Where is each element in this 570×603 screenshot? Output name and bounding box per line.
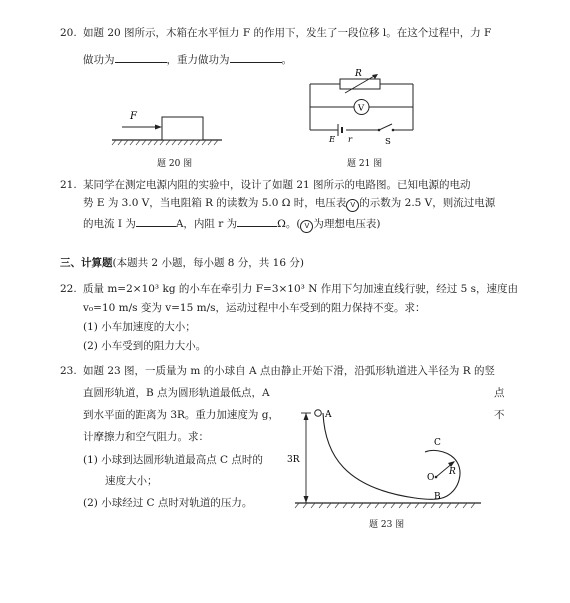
q20-number: 20. <box>60 27 77 39</box>
q23-label-C: C <box>434 438 441 448</box>
q21-label-S: S <box>385 137 391 147</box>
q23-text-line2a: 直圆形轨道，B 点为圆形轨道最低点，A <box>83 387 270 399</box>
q21-text-3c: Ω。( <box>277 218 301 230</box>
q23-label-A: A <box>325 410 332 420</box>
q20-text-2c: 。 <box>281 54 292 66</box>
section-3-title: 三、计算题 <box>60 257 113 269</box>
q21-text-line3 <box>83 215 381 233</box>
q23-track-curve <box>323 413 460 499</box>
q23-track-figure <box>285 400 485 515</box>
q22-text-line1: 质量 m=2×10³ kg 的小车在牵引力 F=3×10³ N 作用下匀加速直线行驶，经过 5 s，速度由 <box>83 283 518 295</box>
q23-sub1a: (1) 小球到达圆形轨道最高点 C 点时的 <box>83 454 263 466</box>
q23-number: 23. <box>60 365 77 377</box>
q20-caption: 题 20 图 <box>157 159 193 169</box>
section-3-heading <box>60 256 304 270</box>
q23-sub1b: 速度大小； <box>105 475 158 487</box>
q20-wooden-box <box>162 117 203 140</box>
q21-blank-current[interactable] <box>136 215 176 227</box>
q20-figure <box>110 105 225 150</box>
q23-label-3R: 3R <box>287 455 300 465</box>
q21-caption: 题 21 图 <box>347 159 383 169</box>
q23-text-line4: 计摩擦力和空气阻力。求： <box>83 431 209 443</box>
q23-ground-hatch <box>295 503 475 508</box>
q21-label-R: R <box>355 69 362 79</box>
q21-text-line2 <box>83 196 495 212</box>
q23-label-R: R <box>449 467 456 477</box>
q23-caption: 题 23 图 <box>369 520 405 530</box>
q22-number: 22. <box>60 283 77 295</box>
q22-sub2: (2) 小车受到的阻力大小。 <box>83 340 207 352</box>
q21-text-3b: A，内阻 r 为 <box>175 218 238 230</box>
q21-text-2a: 势 E 为 3.0 V，当电阻箱 R 的读数为 5.0 Ω 时，电压表 <box>83 197 347 209</box>
q20-text-2a: 做功为 <box>83 54 115 66</box>
q21-number: 21. <box>60 179 77 191</box>
q20-force-arrowhead <box>155 125 162 130</box>
q23-text-line3b: 不 <box>494 409 505 421</box>
q21-text-2b: 的示数为 2.5 V，则流过电源 <box>359 197 496 209</box>
q21-label-E: E <box>329 135 336 145</box>
q23-label-B: B <box>434 492 441 502</box>
q23-text-line2b: 点 <box>494 387 505 399</box>
q23-text-line1: 如题 23 图，一质量为 m 的小球自 A 点由静止开始下滑，沿弧形轨道进入半径为 R 的竖 <box>83 365 496 377</box>
q20-force-label: F <box>130 111 137 122</box>
q23-sub2: (2) 小球经过 C 点时对轨道的压力。 <box>83 497 253 509</box>
q21-blank-resistance[interactable] <box>237 215 277 227</box>
q20-ground-hatch <box>112 140 218 145</box>
q21-label-r: r <box>348 135 353 145</box>
q21-label-V: V <box>358 103 365 114</box>
q23-label-O: O <box>427 473 435 483</box>
q22-sub1: (1) 小车加速度的大小； <box>83 321 196 333</box>
q21-text-line1: 某同学在测定电源内阻的实验中，设计了如题 21 图所示的电路图。已知电源的电动 <box>83 179 471 191</box>
voltmeter-icon: V <box>300 220 313 233</box>
q20-blank-force-work[interactable] <box>115 51 167 63</box>
q20-text-line2 <box>83 51 292 67</box>
q20-blank-gravity-work[interactable] <box>230 51 282 63</box>
section-3-desc: (本题共 2 小题，每小题 8 分，共 16 分) <box>112 257 304 269</box>
q21-switch <box>379 124 392 130</box>
q21-text-3a: 的电流 I 为 <box>83 218 136 230</box>
q22-text-line2: v₀=10 m/s 变为 v=15 m/s，运动过程中小车受到的阻力保持不变。求： <box>83 302 426 314</box>
q21-text-3d: 为理想电压表) <box>313 218 381 230</box>
q20-text-line1: 如题 20 图所示，木箱在水平恒力 F 的作用下，发生了一段位移 l。在这个过程中，力 F <box>83 27 492 39</box>
voltmeter-icon: V <box>346 199 359 212</box>
q23-ball <box>315 410 322 417</box>
q20-text-2b: ，重力做功为 <box>166 54 230 66</box>
q21-circuit-figure <box>300 66 430 148</box>
q23-text-line3a: 到水平面的距离为 3R。重力加速度为 g， <box>83 409 279 421</box>
